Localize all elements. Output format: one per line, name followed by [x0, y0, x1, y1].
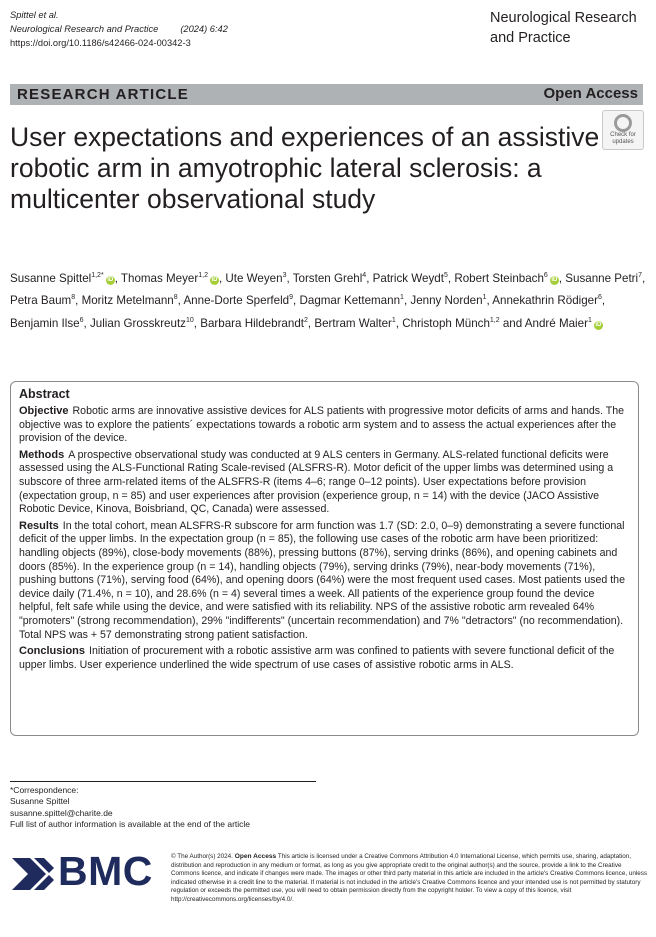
author-name: Robert Steinbach [454, 271, 544, 285]
abstract-heading: Abstract [19, 387, 70, 401]
author-separator: , [558, 271, 566, 285]
author-affiliation: 5 [443, 272, 448, 279]
abstract-results [19, 520, 630, 642]
author-separator: , [395, 316, 403, 330]
author-name: Bertram Walter [314, 316, 392, 330]
author-name: Torsten Grehl [292, 271, 363, 285]
author-name: Moritz Metelmann [81, 294, 174, 308]
author [410, 294, 492, 307]
publisher-name: BMC [58, 848, 153, 894]
author-separator: , [486, 294, 493, 308]
article-title: User expectations and experiences of an assistive robotic arm in amyotrophic lateral sclerosis: a multicenter observational study [10, 122, 600, 214]
license-text [171, 853, 649, 904]
author-affiliation: 1,2 [489, 316, 500, 324]
section-text: Initiation of procurement with a robotic assistive arm was confined to patients with severe functional deficit of the upper limbs. User experience underlined the wide spectrum of use cases of assistive robotic arms in ALS. [19, 645, 615, 671]
correspondence-block [10, 785, 250, 830]
running-header [10, 8, 228, 50]
author-affiliation: 6 [543, 272, 548, 279]
author-name: Patrick Weydt [372, 271, 444, 285]
author-name: André Maier [524, 316, 588, 330]
author-affiliation: 6 [79, 316, 84, 324]
author-affiliation: 7 [638, 272, 643, 279]
journal-logo [490, 8, 650, 48]
author-name: Benjamin Ilse [10, 316, 80, 330]
author-separator: and [499, 316, 525, 330]
author [121, 272, 226, 285]
check-for-updates-button[interactable] [602, 110, 644, 150]
abstract-methods [19, 449, 630, 517]
author-separator: , [366, 271, 373, 285]
check-updates-line1: Check for [610, 132, 636, 138]
copyright: © The Author(s) 2024. [171, 853, 233, 860]
author-separator: , [601, 294, 606, 308]
author-separator: , [83, 316, 90, 330]
author-name: Dagmar Kettemann [299, 294, 401, 308]
author [402, 317, 525, 330]
author-name: Anne-Dorte Sperfeld [183, 294, 290, 308]
correspondence-email-link[interactable]: susanne.spittel@charite.de [10, 807, 113, 818]
author-name: Ute Weyen [225, 271, 283, 285]
abstract-box [10, 381, 639, 736]
author-affiliation: 9 [289, 294, 294, 302]
author-name: Jenny Norden [410, 294, 483, 308]
check-updates-icon [614, 114, 632, 132]
author-separator: , [177, 294, 184, 308]
author-separator: , [286, 271, 293, 285]
journal-logo-line1: Neurological Research [490, 10, 637, 26]
author-affiliation: 1 [587, 316, 592, 324]
author [492, 294, 605, 307]
author [10, 294, 82, 307]
author-separator: , [307, 316, 315, 330]
correspondence-name: Susanne Spittel [10, 796, 70, 807]
author-affiliation: 8 [173, 294, 178, 302]
author [565, 272, 645, 285]
author-name: Julian Grosskreutz [89, 316, 186, 330]
header-doi-link[interactable]: https://doi.org/10.1186/s42466-024-00342-3 [10, 38, 191, 48]
orcid-icon[interactable]: iD [107, 276, 114, 283]
author [10, 317, 90, 330]
author-info-note: Full list of author information is available at the end of the article [10, 818, 251, 829]
section-text: A prospective observational study was conducted at 9 ALS centers in Germany. ALS-related functional deficits were assessed using the ALS-Functional Rating Scale-revised (ALSFRS-R). Motor deficit of the upper limbs was determined using a subscore of three arm-related items of the ALSFRS-R (items 4–6; range 0–12 points). User expectations before provision (expectation group, n = 85) and user experiences after provision (experience group, n = 14) with the device (JACO Assistive Robotic Device, Kinova, Boisbriand, QC, Canada) were assessed. [19, 448, 614, 516]
author-separator: , [114, 271, 121, 285]
author-affiliation: 6 [598, 294, 602, 302]
orcid-icon[interactable]: iD [595, 321, 602, 328]
author-name: Christoph Münch [402, 316, 490, 330]
check-updates-line2: updates [612, 139, 634, 145]
author-affiliation: 1,2 [198, 272, 208, 279]
author-name: Thomas Meyer [120, 271, 199, 285]
author [314, 317, 402, 330]
article-type-banner [10, 84, 643, 105]
section-text: Robotic arms are innovative assistive devices for ALS patients with progressive motor deficits of arms and hands. The objective was to explore the patients´ expectations towards a robotic arm system and to assess the actual experiences after the provision of the device. [19, 405, 625, 445]
author [454, 272, 565, 285]
author-affiliation: 1 [391, 316, 396, 324]
author-affiliation: 8 [71, 294, 76, 302]
author-name: Susanne Spittel [10, 271, 92, 285]
author-separator: , [218, 271, 226, 285]
abstract-conclusions [19, 645, 630, 672]
author [373, 272, 455, 285]
author-affiliation: 4 [362, 272, 367, 279]
open-access-label: Open Access [543, 85, 638, 102]
author-affiliation: 1 [400, 294, 404, 302]
author [82, 294, 184, 307]
author-name: Petra Baum [10, 294, 72, 308]
author-separator: , [293, 294, 300, 308]
author [293, 272, 373, 285]
section-label: Objective [19, 405, 69, 417]
author-affiliation: 1 [482, 294, 487, 302]
journal-logo-line2: and Practice [490, 30, 571, 46]
orcid-icon[interactable]: iD [211, 276, 218, 283]
footnote-divider [10, 781, 316, 782]
author-separator: , [403, 294, 411, 308]
author-name: Barbara Hildebrandt [200, 316, 304, 330]
author-name: Susanne Petri [565, 271, 639, 285]
author [10, 272, 121, 285]
header-authors: Spittel et al. [10, 10, 59, 20]
author-separator: , [447, 271, 455, 285]
author [525, 317, 603, 330]
author-affiliation: 2 [304, 316, 308, 324]
license-body: This article is licensed under a Creative Commons Attribution 4.0 International License, which permits use, sharing, adaptation, distribution and reproduction in any medium or format, as long as you give appropriate credit to the original author(s) and the source, provide a link to the Creative Commons licence, and indicate if changes were made. The images or other third party material in this article are included in the article's Creative Commons licence, unless indicated otherwise in a credit line to the material. If material is not included in the article's Creative Commons licence and your intended use is not permitted by statutory regulation or exceeds the permitted use, you will need to obtain permission directly from the copyright holder. To view a copy of this licence, visit http://creativecommons.org/licenses/by/4.0/. [171, 853, 648, 903]
author-affiliation: 1,2* [91, 272, 104, 279]
license-open-access: Open Access [234, 853, 277, 860]
section-label: Methods [19, 448, 65, 461]
orcid-icon[interactable]: iD [551, 276, 558, 283]
header-volume: (2024) 6:42 [180, 24, 228, 34]
author-separator: , [642, 271, 646, 285]
correspondence-label: *Correspondence: [10, 785, 79, 795]
author-affiliation: 3 [282, 272, 287, 279]
author [183, 294, 299, 307]
author-affiliation: 10 [185, 316, 194, 324]
author [225, 272, 292, 285]
header-journal: Neurological Research and Practice [10, 24, 159, 34]
article-type: RESEARCH ARTICLE [17, 86, 189, 103]
author [200, 317, 314, 330]
author-list [10, 266, 650, 333]
author-name: Annekathrin Rödiger [492, 294, 598, 308]
section-text: In the total cohort, mean ALSFRS-R subscore for arm function was 1.7 (SD: 2.0, 0–9) demonstrating a severe functional deficit of the upper limbs. In the expectation group (n = 85), the following use cases of the robotic arm have been prioritized: handling objects (89%), close-body movements (88%), pressing buttons (87%), serving drinks (86%), and opening cabinets and doors (85%). In the experience group (n = 14), handling objects (79%), serving drinks (79%), near-body movements (71%), pushing buttons (71%), serving food (64%), and opening doors (64%) were the most frequent used cases. Most patients used the device daily (71.4%, n = 10), and 28.6% (n = 4) several times a week. All patients of the experience group found the device helpful, felt safe while using the device, and were satisfied with its reliability. NPS of the assistive robotic arm revealed 64% "promoters" (strong recommendation), 29% "indifferents" (uncertain recommendation) and 7% "detractors" (no recommendation). Total NPS was + 57 demonstrating strong patient satisfaction. [19, 519, 625, 641]
author [300, 294, 411, 307]
author [90, 317, 200, 330]
section-label: Conclusions [19, 645, 86, 658]
section-label: Results [19, 519, 59, 532]
author-separator: , [193, 316, 201, 330]
author-separator: , [75, 294, 82, 308]
abstract-objective [19, 405, 630, 446]
